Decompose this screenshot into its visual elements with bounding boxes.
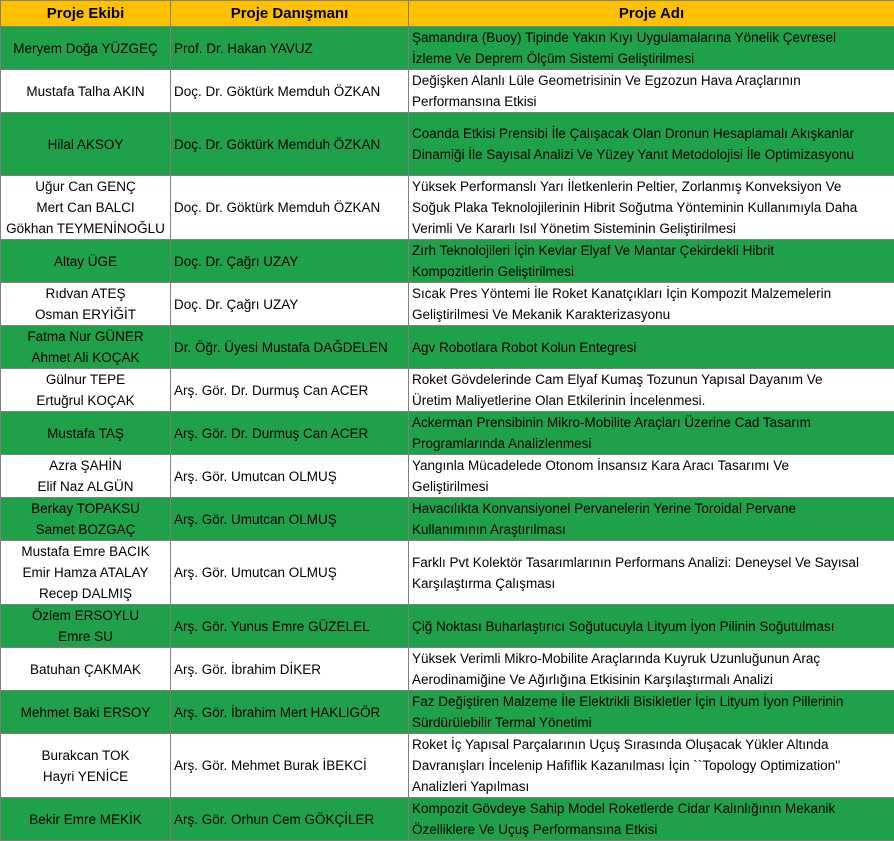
advisor-name: Arş. Gör. Mehmet Burak İBEKCİ — [174, 758, 367, 773]
project-title-line: Çiğ Noktası Buharlaştırıcı Soğutucuyla Lityum İyon Pilinin Soğutulması — [412, 616, 891, 637]
project-title-line: Ackerman Prensibinin Mikro-Mobilite Araçları Üzerine Cad Tasarım — [412, 412, 891, 433]
advisor-name: Arş. Gör. Umutcan OLMUŞ — [174, 512, 337, 527]
table-row — [1, 27, 894, 70]
team-member: Hayri YENİCE — [4, 766, 167, 787]
advisor-cell — [171, 498, 409, 541]
table-row — [1, 455, 894, 498]
team-cell — [1, 455, 171, 498]
team-cell — [1, 70, 171, 113]
project-title-line: Kompozit Gövdeye Sahip Model Roketlerde Cidar Kalınlığının Mekanik — [412, 798, 891, 819]
project-title-line: Sürdürülebilir Termal Yönetimi — [412, 712, 891, 733]
team-cell — [1, 498, 171, 541]
project-cell — [409, 176, 894, 240]
project-title-line: Yangınla Mücadelede Otonom İnsansız Kara Aracı Tasarımı Ve — [412, 455, 891, 476]
project-title-line: Dinamiği İle Sayısal Analizi Ve Yüzey Yanıt Metodolojisi İle Optimizasyonu — [412, 144, 891, 165]
project-cell — [409, 541, 894, 605]
table-row — [1, 798, 894, 841]
project-title-line: Özelliklere Ve Uçuş Performansına Etkisi — [412, 819, 891, 840]
team-cell — [1, 798, 171, 841]
advisor-name: Doç. Dr. Göktürk Memduh ÖZKAN — [174, 84, 380, 99]
team-cell — [1, 648, 171, 691]
project-title-line: İzleme Ve Deprem Ölçüm Sistemi Geliştirilmesi — [412, 48, 891, 69]
advisor-cell — [171, 326, 409, 369]
team-cell — [1, 369, 171, 412]
advisor-cell — [171, 283, 409, 326]
team-member: Burakcan TOK — [4, 745, 167, 766]
project-title-line: Karşılaştırma Çalışması — [412, 573, 891, 594]
project-title-line: Faz Değiştiren Malzeme İle Elektrikli Bisikletler İçin Lityum İyon Pillerinin — [412, 691, 891, 712]
table-body — [1, 27, 894, 841]
project-cell — [409, 455, 894, 498]
team-member: Mustafa Talha AKIN — [4, 81, 167, 102]
project-title-line: Coanda Etkisi Prensibi İle Çalışacak Olan Dronun Hesaplamalı Akışkanlar — [412, 123, 891, 144]
project-title-line: Değişken Alanlı Lüle Geometrisinin Ve Egzozun Hava Araçlarının — [412, 70, 891, 91]
advisor-name: Doç. Dr. Göktürk Memduh ÖZKAN — [174, 137, 380, 152]
project-title-line: Soğuk Plaka Teknolojilerinin Hibrit Soğutma Yönteminin Kullanımıyla Daha — [412, 197, 891, 218]
team-member: Samet BOZGAÇ — [4, 519, 167, 540]
team-member: Özlem ERSOYLU — [4, 605, 167, 626]
project-cell — [409, 369, 894, 412]
project-title-line: Verimli Ve Kararlı Isıl Yönetim Sisteminin Geliştirilmesi — [412, 218, 891, 239]
team-member: Batuhan ÇAKMAK — [4, 659, 167, 680]
header-project: Proje Adı — [409, 1, 894, 27]
table-row — [1, 605, 894, 648]
project-cell — [409, 691, 894, 734]
project-cell — [409, 734, 894, 798]
team-cell — [1, 283, 171, 326]
table-row — [1, 648, 894, 691]
advisor-cell — [171, 113, 409, 176]
project-cell — [409, 648, 894, 691]
project-cell — [409, 240, 894, 283]
team-member: Meryem Doğa YÜZGEÇ — [4, 38, 167, 59]
project-title-line: Kullanımının Araştırılması — [412, 519, 891, 540]
project-title-line: Sıcak Pres Yöntemi İle Roket Kanatçıkları İçin Kompozit Malzemelerin — [412, 283, 891, 304]
team-member: Osman ERYİĞİT — [4, 304, 167, 325]
advisor-name: Arş. Gör. Dr. Durmuş Can ACER — [174, 426, 368, 441]
project-title-line: Geliştirilmesi — [412, 476, 891, 497]
project-title-line: Programlarında Analizlenmesi — [412, 433, 891, 454]
team-member: Gökhan TEYMENİNOĞLU — [4, 218, 167, 239]
team-cell — [1, 691, 171, 734]
project-title-line: Roket Gövdelerinde Cam Elyaf Kumaş Tozunun Yapısal Dayanım Ve — [412, 369, 891, 390]
team-member: Mustafa Emre BACIK — [4, 541, 167, 562]
advisor-cell — [171, 70, 409, 113]
table-row — [1, 412, 894, 455]
project-title-line: Yüksek Verimli Mikro-Mobilite Araçlarında Kuyruk Uzunluğunun Araç — [412, 648, 891, 669]
team-member: Ahmet Ali KOÇAK — [4, 347, 167, 368]
header-team: Proje Ekibi — [1, 1, 171, 27]
project-title-line: Kompozitlerin Geliştirilmesi — [412, 261, 891, 282]
project-cell — [409, 798, 894, 841]
team-member: Emir Hamza ATALAY — [4, 562, 167, 583]
team-cell — [1, 240, 171, 283]
advisor-cell — [171, 176, 409, 240]
team-member: Recep DALMIŞ — [4, 583, 167, 604]
project-title-line: Agv Robotlara Robot Kolun Entegresi — [412, 337, 891, 358]
advisor-name: Dr. Öğr. Üyesi Mustafa DAĞDELEN — [174, 340, 388, 355]
project-cell — [409, 326, 894, 369]
table-row — [1, 283, 894, 326]
advisor-cell — [171, 412, 409, 455]
project-cell — [409, 498, 894, 541]
team-member: Mert Can BALCI — [4, 197, 167, 218]
project-title-line: Şamandıra (Buoy) Tipinde Yakın Kıyı Uygulamalarına Yönelik Çevresel — [412, 27, 891, 48]
advisor-cell — [171, 455, 409, 498]
advisor-name: Arş. Gör. Dr. Durmuş Can ACER — [174, 383, 368, 398]
advisor-cell — [171, 27, 409, 70]
team-member: Rıdvan ATEŞ — [4, 283, 167, 304]
project-title-line: Performansına Etkisi — [412, 91, 891, 112]
advisor-name: Doç. Dr. Çağrı UZAY — [174, 254, 298, 269]
advisor-cell — [171, 541, 409, 605]
team-cell — [1, 605, 171, 648]
project-title-line: Geliştirilmesi Ve Mekanik Karakterizasyonu — [412, 304, 891, 325]
advisor-name: Doç. Dr. Çağrı UZAY — [174, 297, 298, 312]
table-row — [1, 734, 894, 798]
team-member: Elif Naz ALGÜN — [4, 476, 167, 497]
project-title-line: Analizleri Yapılması — [412, 776, 891, 797]
team-cell — [1, 113, 171, 176]
project-title-line: Havacılıkta Konvansiyonel Pervanelerin Yerine Toroidal Pervane — [412, 498, 891, 519]
advisor-cell — [171, 798, 409, 841]
advisor-name: Arş. Gör. Orhun Cem GÖKÇİLER — [174, 812, 374, 827]
advisor-cell — [171, 691, 409, 734]
advisor-name: Arş. Gör. Umutcan OLMUŞ — [174, 565, 337, 580]
project-title-line: Yüksek Performanslı Yarı İletkenlerin Peltier, Zorlanmış Konveksiyon Ve — [412, 176, 891, 197]
table-row — [1, 240, 894, 283]
team-member: Berkay TOPAKSU — [4, 498, 167, 519]
project-title-line: Davranışları İncelenip Hafiflik Kazanılması İçin ``Topology Optimization'' — [412, 755, 891, 776]
team-member: Uğur Can GENÇ — [4, 176, 167, 197]
table-row — [1, 113, 894, 176]
advisor-cell — [171, 369, 409, 412]
team-member: Mehmet Baki ERSOY — [4, 702, 167, 723]
team-cell — [1, 541, 171, 605]
advisor-name: Doç. Dr. Göktürk Memduh ÖZKAN — [174, 200, 380, 215]
project-title-line: Farklı Pvt Kolektör Tasarımlarının Performans Analizi: Deneysel Ve Sayısal — [412, 552, 891, 573]
project-cell — [409, 412, 894, 455]
team-cell — [1, 27, 171, 70]
project-cell — [409, 113, 894, 176]
team-member: Emre SU — [4, 626, 167, 647]
team-cell — [1, 734, 171, 798]
team-member: Azra ŞAHİN — [4, 455, 167, 476]
advisor-name: Arş. Gör. İbrahim Mert HAKLIGÖR — [174, 705, 380, 720]
team-cell — [1, 176, 171, 240]
table-row — [1, 70, 894, 113]
project-title-line: Aerodinamiğine Ve Ağırlığına Etkisinin Karşılaştırmalı Analizi — [412, 669, 891, 690]
team-member: Mustafa TAŞ — [4, 423, 167, 444]
table-row — [1, 541, 894, 605]
project-cell — [409, 605, 894, 648]
header-row — [1, 1, 894, 27]
team-member: Fatma Nur GÜNER — [4, 326, 167, 347]
advisor-name: Arş. Gör. Yunus Emre GÜZELEL — [174, 619, 370, 634]
team-member: Gülnur TEPE — [4, 369, 167, 390]
team-cell — [1, 412, 171, 455]
project-title-line: Zırh Teknolojileri İçin Kevlar Elyaf Ve Mantar Çekirdekli Hibrit — [412, 240, 891, 261]
team-member: Bekir Emre MEKİK — [4, 809, 167, 830]
table-row — [1, 176, 894, 240]
advisor-cell — [171, 734, 409, 798]
project-cell — [409, 283, 894, 326]
table-row — [1, 691, 894, 734]
project-cell — [409, 70, 894, 113]
advisor-name: Prof. Dr. Hakan YAVUZ — [174, 41, 313, 56]
table-row — [1, 369, 894, 412]
team-member: Altay ÜGE — [4, 251, 167, 272]
advisor-cell — [171, 605, 409, 648]
project-title-line: Roket İç Yapısal Parçalarının Uçuş Sırasında Oluşacak Yükler Altında — [412, 734, 891, 755]
team-cell — [1, 326, 171, 369]
team-member: Hilal AKSOY — [4, 134, 167, 155]
table-row — [1, 498, 894, 541]
project-title-line: Üretim Maliyetlerine Olan Etkilerinin İncelenmesi. — [412, 390, 891, 411]
project-cell — [409, 27, 894, 70]
table-row — [1, 326, 894, 369]
advisor-name: Arş. Gör. İbrahim DİKER — [174, 662, 321, 677]
advisor-cell — [171, 240, 409, 283]
advisor-cell — [171, 648, 409, 691]
team-member: Ertuğrul KOÇAK — [4, 390, 167, 411]
header-advisor: Proje Danışmanı — [171, 1, 409, 27]
advisor-name: Arş. Gör. Umutcan OLMUŞ — [174, 469, 337, 484]
